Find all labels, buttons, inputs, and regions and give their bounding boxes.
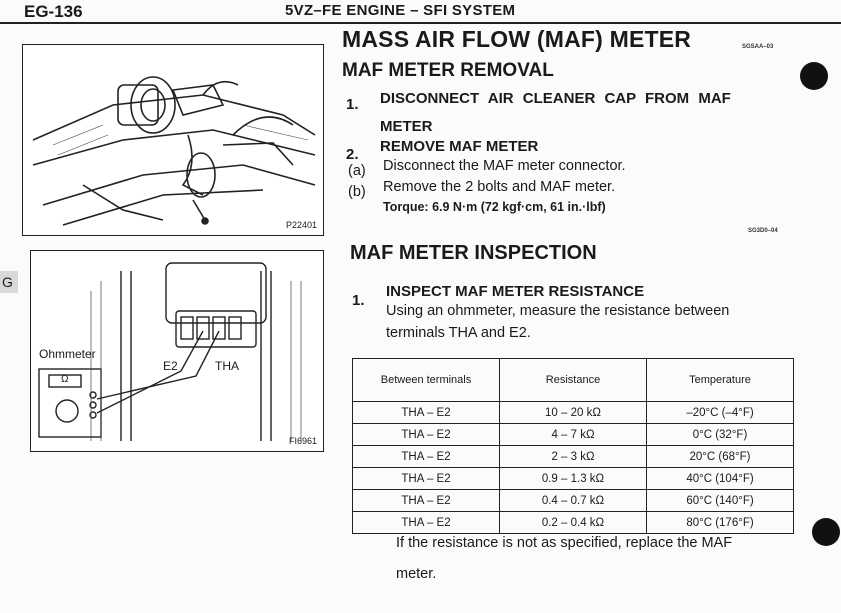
terminal-tha-label: THA [215,359,239,373]
removal-step-1-text-cont: METER [380,118,433,135]
table-cell: THA – E2 [353,468,500,490]
page-number: EG-136 [24,2,83,21]
table-cell: 10 – 20 kΩ [500,402,647,424]
table-header: Temperature [647,359,794,402]
table-header: Between terminals [353,359,500,402]
note-line-2: meter. [396,566,437,582]
removal-step-1-number: 1. [346,96,359,113]
table-row [353,402,794,424]
table-cell: THA – E2 [353,424,500,446]
inspection-instruction-line-2: terminals THA and E2. [386,325,531,341]
removal-step-2-number: 2. [346,146,359,163]
inspection-step-1-text: INSPECT MAF METER RESISTANCE [386,283,645,300]
table-header: Resistance [500,359,647,402]
table-cell: 80°C (176°F) [647,512,794,534]
substep-a-text: Disconnect the MAF meter connector. [383,158,626,174]
inspection-heading: MAF METER INSPECTION [350,242,597,264]
removal-step-2-text: REMOVE MAF METER [380,138,539,155]
table-cell: 4 – 7 kΩ [500,424,647,446]
maf-removal-illustration [22,44,324,236]
inspection-step-1-number: 1. [352,292,365,309]
binder-hole-top [800,62,828,90]
table-cell: 0.9 – 1.3 kΩ [500,468,647,490]
table-header-row [353,359,794,402]
ohmmeter-illustration [30,250,324,452]
resistance-table [352,358,794,534]
table-cell: THA – E2 [353,402,500,424]
ohm-symbol: Ω [61,374,69,385]
figure-code: P22401 [285,220,317,230]
header-divider [0,22,841,24]
table-cell: 0.2 – 0.4 kΩ [500,512,647,534]
table-row [353,424,794,446]
substep-b-label: (b) [348,184,366,200]
table-cell: THA – E2 [353,446,500,468]
running-title: 5VZ–FE ENGINE – SFI SYSTEM [285,2,516,19]
removal-step-1-text: DISCONNECT AIR CLEANER CAP FROM MAF [380,90,731,107]
inspection-code: SG3D0–04 [748,228,778,234]
title-code: SGSAA–03 [742,44,774,50]
table-cell: 0°C (32°F) [647,424,794,446]
figure-code: FI6961 [288,436,317,446]
engine-bay-drawing [23,45,323,235]
table-row [353,468,794,490]
table-cell: 40°C (104°F) [647,468,794,490]
table-cell: THA – E2 [353,490,500,512]
terminal-e2-label: E2 [163,359,178,373]
torque-spec: Torque: 6.9 N·m (72 kgf·cm, 61 in.·lbf) [383,200,606,214]
substep-b-text: Remove the 2 bolts and MAF meter. [383,179,616,195]
table-cell: 0.4 – 0.7 kΩ [500,490,647,512]
table-cell: –20°C (–4°F) [647,402,794,424]
table-cell: 20°C (68°F) [647,446,794,468]
table-row [353,446,794,468]
note-line-1: If the resistance is not as specified, replace the MAF [396,535,733,551]
section-title: MASS AIR FLOW (MAF) METER [342,26,692,52]
binder-hole-bottom [812,518,840,546]
table-cell: 60°C (140°F) [647,490,794,512]
table-row [353,490,794,512]
ohmmeter-label: Ohmmeter [39,347,96,361]
table-cell: THA – E2 [353,512,500,534]
section-tab: G [0,271,18,293]
table-cell: 2 – 3 kΩ [500,446,647,468]
table-row [353,512,794,534]
substep-a-label: (a) [348,163,366,179]
inspection-instruction-line-1: Using an ohmmeter, measure the resistance between [386,303,730,319]
removal-heading: MAF METER REMOVAL [342,60,554,81]
